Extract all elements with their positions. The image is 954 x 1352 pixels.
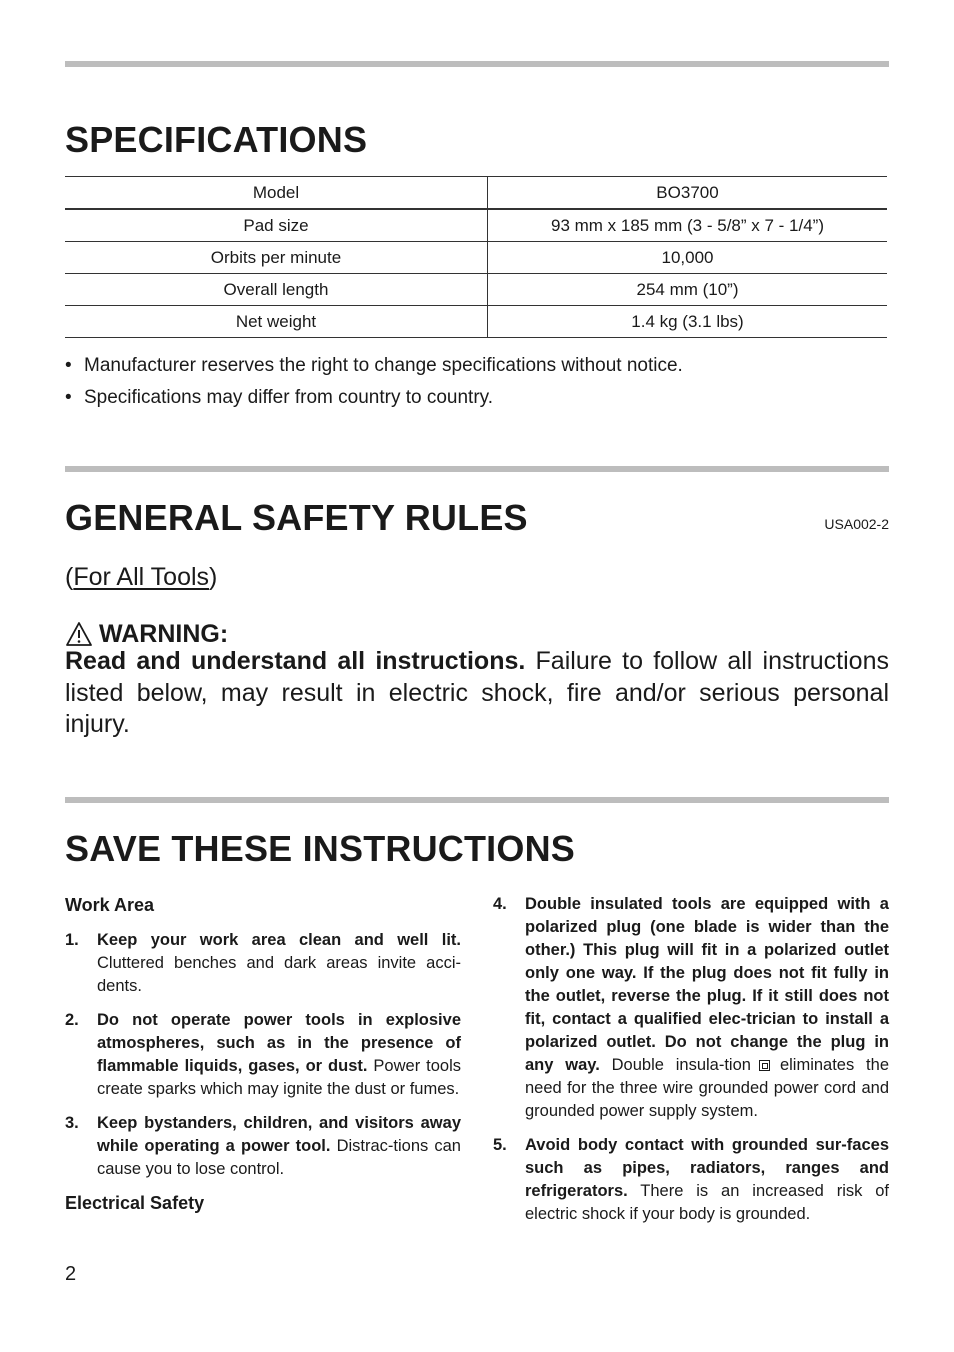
item-text: Power tools create sparks which may ignite the dust or fumes. bbox=[97, 1057, 461, 1098]
item-text: eliminates the need for the three wire grounded power cord and grounded power supply system. bbox=[525, 1056, 889, 1120]
spec-label: Net weight bbox=[65, 306, 488, 338]
list-item bbox=[65, 1009, 461, 1101]
spec-value: 1.4 kg (3.1 lbs) bbox=[488, 306, 888, 338]
paren-close: ) bbox=[209, 563, 218, 591]
table-row bbox=[65, 274, 887, 306]
list-item bbox=[493, 893, 889, 1123]
item-text: Distrac-tions can cause you to lose control. bbox=[97, 1137, 461, 1178]
item-number: 3. bbox=[65, 1114, 79, 1132]
list-item bbox=[65, 929, 461, 998]
subtitle bbox=[65, 562, 217, 592]
item-number: 5. bbox=[493, 1136, 507, 1154]
spec-label: Overall length bbox=[65, 274, 488, 306]
warning-heading bbox=[65, 619, 228, 649]
list-item bbox=[65, 1112, 461, 1181]
list-item: • Specifications may differ from country to country. bbox=[65, 384, 683, 416]
left-column bbox=[65, 893, 461, 1215]
item-text: There is an increased risk of electric shock if your body is grounded. bbox=[525, 1182, 889, 1223]
paren-open: ( bbox=[65, 563, 74, 591]
table-row bbox=[65, 306, 887, 338]
specifications-table bbox=[65, 176, 887, 338]
manual-page bbox=[65, 0, 889, 1352]
item-bold: Double insulated tools are equipped with a polarized plug (one blade is wider than the other.) This plug will fit in a polarized outlet only one way. If the plug does not fit fully in the outlet, reverse the plug. If it still does not fit, contact a qualified elec-trician to install a polarized outlet. Do not change the plug in any way. bbox=[525, 895, 889, 1074]
item-number: 2. bbox=[65, 1011, 79, 1029]
spec-label: Orbits per minute bbox=[65, 242, 488, 274]
item-text: Cluttered benches and dark areas invite acci-dents. bbox=[97, 954, 461, 995]
document-code: USA002-2 bbox=[824, 516, 889, 532]
warning-triangle-icon bbox=[65, 621, 93, 647]
table-row bbox=[65, 242, 887, 274]
general-safety-title: GENERAL SAFETY RULES bbox=[65, 497, 528, 538]
table-row bbox=[65, 209, 887, 242]
spec-value: 10,000 bbox=[488, 242, 888, 274]
save-instructions-title: SAVE THESE INSTRUCTIONS bbox=[65, 828, 575, 869]
warning-bold: Read and understand all instructions. bbox=[65, 647, 526, 675]
section-divider bbox=[65, 61, 889, 67]
right-column bbox=[493, 893, 889, 1226]
double-insulation-icon bbox=[759, 1060, 770, 1071]
spec-label: Pad size bbox=[65, 209, 488, 242]
electrical-safety-heading: Electrical Safety bbox=[65, 1193, 205, 1213]
spec-value: BO3700 bbox=[488, 177, 888, 210]
specification-notes bbox=[65, 352, 683, 416]
table-row bbox=[65, 177, 887, 210]
spec-value: 93 mm x 185 mm (3 - 5/8” x 7 - 1/4”) bbox=[488, 209, 888, 242]
spec-value: 254 mm (10”) bbox=[488, 274, 888, 306]
item-number: 1. bbox=[65, 931, 79, 949]
warning-label: WARNING: bbox=[99, 620, 229, 648]
list-item bbox=[493, 1134, 889, 1226]
item-bold: Do not operate power tools in explosive atmospheres, such as in the presence of flammable liquids, gases, or dust. bbox=[97, 1011, 461, 1075]
item-number: 4. bbox=[493, 895, 507, 913]
list-item: • Manufacturer reserves the right to change specifications without notice. bbox=[65, 352, 683, 384]
page-number: 2 bbox=[65, 1263, 77, 1285]
spec-label: Model bbox=[65, 177, 488, 210]
section-divider bbox=[65, 797, 889, 803]
item-bold: Keep your work area clean and well lit. bbox=[97, 931, 461, 949]
item-text: Double insula-tion bbox=[599, 1056, 751, 1074]
warning-text bbox=[65, 646, 889, 741]
section-divider bbox=[65, 466, 889, 472]
work-area-heading: Work Area bbox=[65, 895, 155, 915]
subtitle-text: For All Tools bbox=[73, 563, 210, 591]
warning-body: Failure to follow all instructions listed below, may result in electric shock, fire and/or serious personal injury. bbox=[65, 647, 889, 738]
specifications-title: SPECIFICATIONS bbox=[65, 119, 368, 160]
item-bold: Avoid body contact with grounded sur-faces such as pipes, radiators, ranges and refrigerators. bbox=[525, 1136, 889, 1200]
item-bold: Keep bystanders, children, and visitors away while operating a power tool. bbox=[97, 1114, 461, 1155]
